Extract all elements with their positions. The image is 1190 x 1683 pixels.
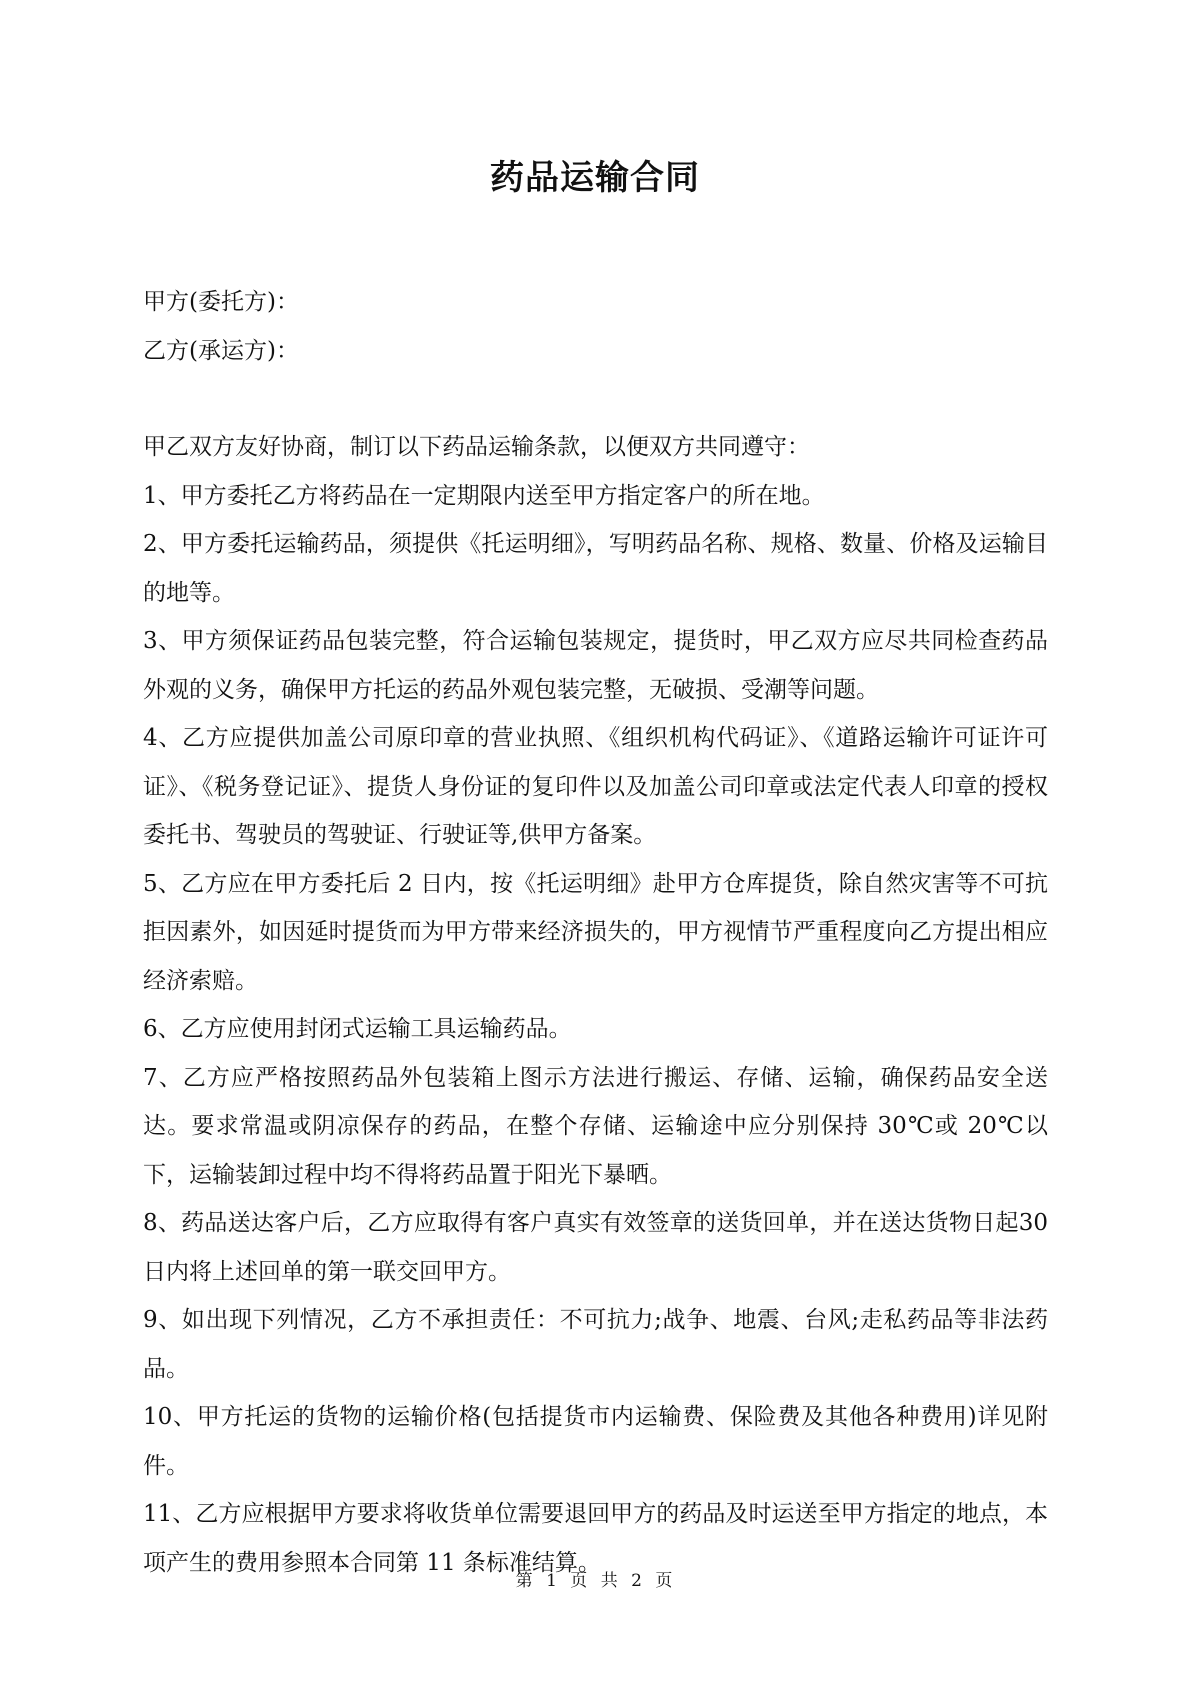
clause-1: 1、甲方委托乙方将药品在一定期限内送至甲方指定客户的所在地。 (143, 482, 825, 509)
clause-5: 5、乙方应在甲方委托后 2 日内，按《托运明细》赴甲方仓库提货，除自然灾害等不可抗拒因素外，如因延时提货而为甲方带来经济损失的，甲方视情节严重程度向乙方提出相应经济索赔。 (143, 870, 1048, 994)
party-a-line: 甲方(委托方)： (143, 289, 299, 315)
clause-2: 2、甲方委托运输药品，须提供《托运明细》，写明药品名称、规格、数量、价格及运输目的地等。 (143, 531, 1048, 606)
document-title: 药品运输合同 (490, 158, 700, 198)
clause-7: 7、乙方应严格按照药品外包装箱上图示方法进行搬运、存储、运输，确保药品安全送达。要求常温或阴凉保存的药品，在整个存储、运输途中应分别保持 30℃或 20℃以下，运输装卸过程中均不得将药品置于阳光下暴晒。 (143, 1064, 1048, 1188)
intro-paragraph: 甲乙双方友好协商，制订以下药品运输条款，以便双方共同遵守： (143, 434, 810, 460)
clause-10: 10、甲方托运的货物的运输价格(包括提货市内运输费、保险费及其他各种费用)详见附件。 (143, 1404, 1048, 1479)
clause-9: 9、如出现下列情况，乙方不承担责任：不可抗力;战争、地震、台风;走私药品等非法药品。 (143, 1307, 1048, 1382)
page-footer: 第 1 页 共 2 页 (515, 1571, 675, 1591)
document-body (143, 278, 1048, 1587)
clause-11: 11、乙方应根据甲方要求将收货单位需要退回甲方的药品及时运送至甲方指定的地点，本项产生的费用参照本合同第 11 条标准结算。 (143, 1501, 1048, 1576)
clause-4: 4、乙方应提供加盖公司原印章的营业执照、《组织机构代码证》、《道路运输许可证许可证》、《税务登记证》、提货人身份证的复印件以及加盖公司印章或法定代表人印章的授权委托书、驾驶员的驾驶证、行驶证等,供甲方备案。 (143, 725, 1048, 848)
clause-8: 8、药品送达客户后，乙方应取得有客户真实有效签章的送货回单，并在送达货物日起30 日内将上述回单的第一联交回甲方。 (143, 1210, 1048, 1285)
party-b-line: 乙方(承运方)： (143, 337, 299, 364)
clause-6: 6、乙方应使用封闭式运输工具运输药品。 (143, 1016, 572, 1042)
clause-3: 3、甲方须保证药品包装完整，符合运输包装规定，提货时，甲乙双方应尽共同检查药品外观的义务，确保甲方托运的药品外观包装完整，无破损、受潮等问题。 (143, 628, 1048, 703)
paragraph-gap (143, 375, 1048, 423)
